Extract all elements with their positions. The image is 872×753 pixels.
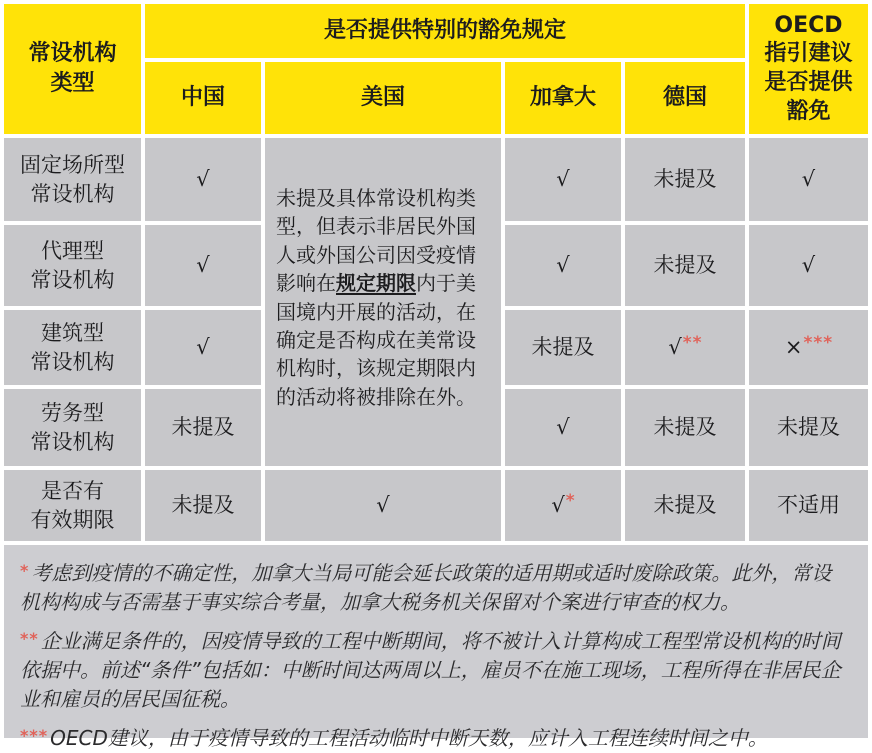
header-germany: 德国: [625, 62, 745, 134]
footnote-2-asterisk: **: [20, 629, 39, 648]
header-oecd: [749, 4, 868, 134]
usa-merged-cell: [265, 138, 501, 466]
cell-r5-china: 未提及: [145, 470, 261, 541]
header-oecd-line4: 豁免: [786, 98, 831, 124]
row-label-validity-period: 是否有 有效期限: [4, 470, 141, 541]
header-china: 中国: [145, 62, 261, 134]
header-oecd-line3: 是否提供: [764, 70, 853, 95]
row-label-fixed-place: 固定场所型 常设机构: [4, 138, 141, 221]
footnote-3-text: OECD建议，由于疫情导致的工程活动临时中断天数，应计入工程连续时间之中。: [50, 726, 768, 750]
cell-r2-china: √: [145, 225, 261, 306]
cell-r4-canada: √: [505, 389, 621, 466]
header-exemption-group: 是否提供特别的豁免规定: [145, 4, 745, 58]
usa-merged-highlight: 规定期限: [336, 271, 416, 296]
usa-merged-text-before: 未提及具体常设机构类型，但表示非居民外国人或外国公司因受疫情影响在: [276, 186, 476, 296]
cell-r4-oecd: 未提及: [749, 389, 868, 466]
cell-r5-oecd: 不适用: [749, 470, 868, 541]
header-oecd-line1: OECD: [774, 12, 843, 38]
footnote-2-text: 企业满足条件的，因疫情导致的工程中断期间，将不被计入计算构成工程型常设机构的时间依据中。前述“条件”包括如：中断时间达两周以上，雇员不在施工现场，工程所得在非居民企业和雇员的居民国征税。: [20, 629, 841, 711]
cell-r1-oecd: √: [749, 138, 868, 221]
header-canada: 加拿大: [505, 62, 621, 134]
cell-r4-germany: 未提及: [625, 389, 745, 466]
cell-r3-china: √: [145, 310, 261, 385]
row-label-construction: 建筑型 常设机构: [4, 310, 141, 385]
cell-r5-canada: √*: [505, 470, 621, 541]
cell-r5-usa: √: [265, 470, 501, 541]
cell-r1-china: √: [145, 138, 261, 221]
header-pe-type-line2: 类型: [50, 71, 95, 96]
header-pe-type-line1: 常设机构: [28, 41, 117, 67]
row-label-agency: 代理型 常设机构: [4, 225, 141, 306]
cell-r3-oecd: ×***: [749, 310, 868, 385]
cell-r3-germany: √**: [625, 310, 745, 385]
cell-r2-canada: √: [505, 225, 621, 306]
footnote-3-asterisk: ***: [20, 726, 49, 745]
cell-r2-germany: 未提及: [625, 225, 745, 306]
usa-merged-text-after: 内于美国境内开展的活动，在确定是否构成在美常设机构时，该规定期限内的活动将被排除在外。: [276, 271, 476, 409]
footnotes-panel: [4, 545, 868, 750]
header-oecd-line2: 指引建议: [764, 41, 853, 67]
footnote-1: [20, 559, 848, 617]
footnote-1-asterisk: *: [20, 561, 30, 580]
cell-r4-china: 未提及: [145, 389, 261, 466]
cell-r3-canada: 未提及: [505, 310, 621, 385]
cell-r2-oecd: √: [749, 225, 868, 306]
footnote-1-text: 考虑到疫情的不确定性，加拿大当局可能会延长政策的适用期或适时废除政策。此外，常设机构构成与否需基于事实综合考量，加拿大税务机关保留对个案进行审查的权力。: [20, 561, 832, 614]
cell-r1-germany: 未提及: [625, 138, 745, 221]
cell-r5-germany: 未提及: [625, 470, 745, 541]
header-usa: 美国: [265, 62, 501, 134]
footnote-2: [20, 627, 848, 714]
row-label-service: 劳务型 常设机构: [4, 389, 141, 466]
footnote-3: [20, 724, 848, 753]
cell-r1-canada: √: [505, 138, 621, 221]
header-pe-type: [4, 4, 141, 134]
